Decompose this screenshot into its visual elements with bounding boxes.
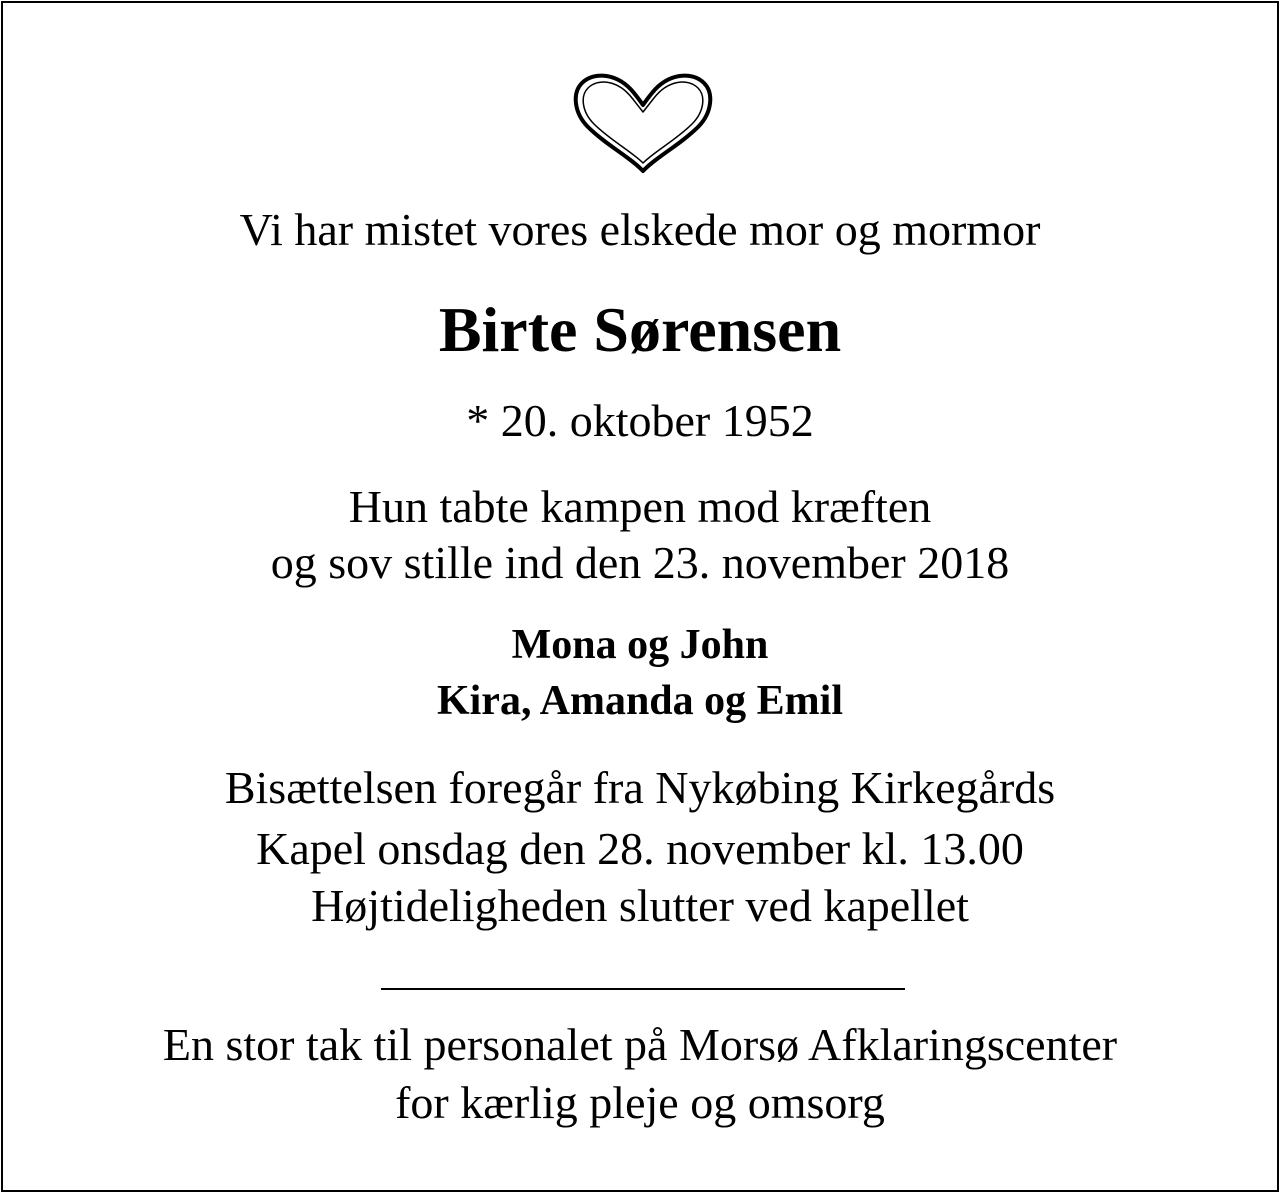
thanks-line: En stor tak til personalet på Morsø Afklaringscenter — [162, 1019, 1118, 1070]
funeral-info-line: Højtideligheden slutter ved kapellet — [311, 880, 969, 931]
funeral-info-line: Kapel onsdag den 28. november kl. 13.00 — [256, 823, 1024, 874]
thanks-line: for kærlig pleje og omsorg — [395, 1077, 885, 1128]
family-name-line: Kira, Amanda og Emil — [436, 678, 844, 724]
obituary-notice — [1, 1, 1279, 1192]
birth-date: * 20. oktober 1952 — [466, 395, 814, 446]
death-text-line: Hun tabte kampen mod kræften — [348, 481, 932, 532]
intro-text: Vi har mistet vores elskede mor og mormor — [239, 204, 1041, 255]
death-text-line: og sov stille ind den 23. november 2018 — [270, 537, 1010, 588]
heart-icon — [568, 69, 718, 175]
family-name-line: Mona og John — [511, 622, 769, 668]
divider — [381, 988, 905, 990]
deceased-name: Birte Sørensen — [438, 294, 842, 365]
funeral-info-line: Bisættelsen foregår fra Nykøbing Kirkegårds — [224, 762, 1056, 813]
